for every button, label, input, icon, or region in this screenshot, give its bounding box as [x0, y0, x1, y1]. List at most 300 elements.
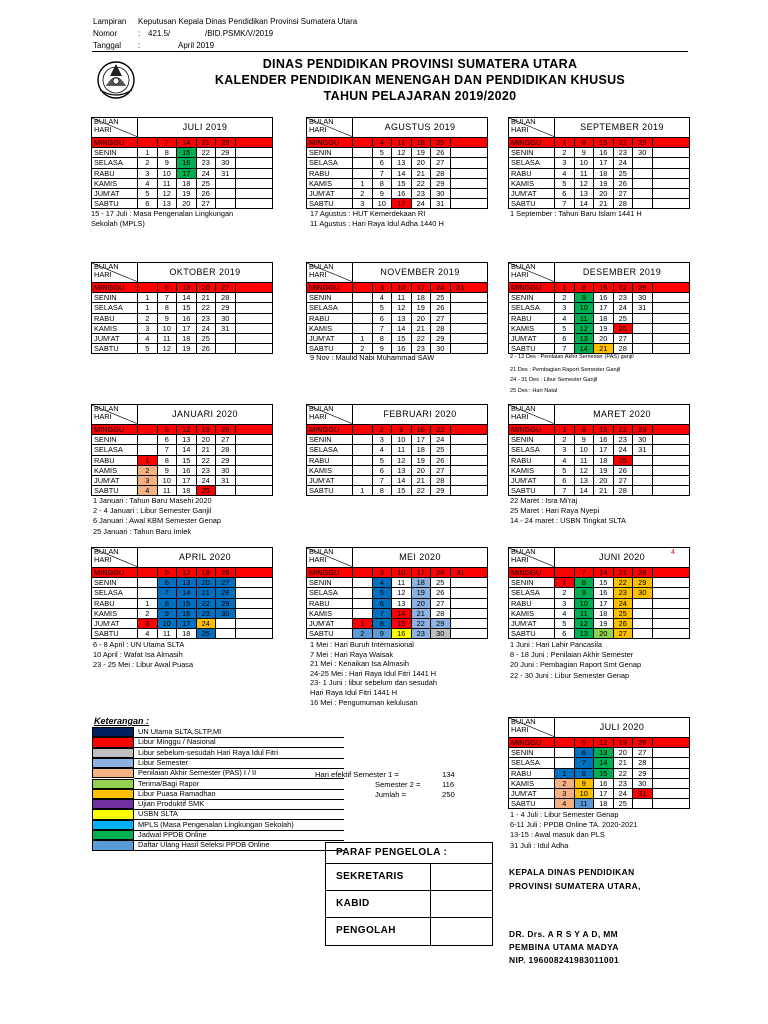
weekday-label: SELASA — [92, 303, 138, 312]
date-cell: 20 — [594, 476, 614, 485]
date-cell: 13 — [575, 476, 595, 485]
weekday-label: MINGGU — [509, 568, 555, 577]
date-cell — [451, 199, 471, 208]
weekday-label: KAMIS — [509, 179, 555, 188]
date-cell: 29 — [431, 334, 451, 343]
date-cell: 12 — [177, 425, 197, 434]
weekday-label: SABTU — [307, 629, 353, 638]
date-cell — [236, 324, 256, 333]
weekday-row — [508, 148, 690, 158]
date-cell — [138, 283, 158, 292]
date-cell: 30 — [216, 609, 236, 618]
date-cell: 18 — [412, 578, 432, 587]
paraf-sign-box — [431, 864, 492, 890]
date-cell: 5 — [555, 179, 575, 188]
date-cell: 21 — [594, 344, 614, 353]
date-cell: 4 — [373, 138, 393, 147]
corner-bulan-label: BULAN — [511, 404, 536, 413]
weekday-row — [91, 344, 273, 354]
date-cell — [451, 324, 471, 333]
date-cell — [138, 578, 158, 587]
nomor-colon: : — [138, 29, 141, 38]
date-cell: 15 — [594, 578, 614, 587]
date-cell: 15 — [392, 486, 412, 495]
date-cell: 23 — [431, 425, 451, 434]
date-cell: 13 — [177, 578, 197, 587]
date-cell — [353, 138, 373, 147]
corner-hari-label: HARI — [309, 555, 327, 564]
calendar-header — [306, 262, 488, 283]
weekday-label: SELASA — [509, 445, 555, 454]
date-cell: 22 — [614, 769, 634, 778]
date-cell: 17 — [594, 789, 614, 798]
tanggal-colon: : — [138, 41, 141, 50]
legend-underline — [134, 850, 344, 851]
paraf-sign-box — [431, 918, 492, 945]
date-cell: 16 — [594, 293, 614, 302]
date-cell — [216, 486, 236, 495]
paraf-role-label: SEKRETARIS — [326, 864, 431, 890]
weekday-row — [508, 476, 690, 486]
date-cell: 20 — [614, 748, 634, 757]
date-cell: 12 — [575, 619, 595, 628]
weekday-row — [306, 138, 488, 148]
date-cell: 22 — [197, 599, 217, 608]
date-cell — [653, 738, 673, 747]
date-cell: 20 — [412, 466, 432, 475]
date-cell: 28 — [614, 199, 634, 208]
note-jan2020: 1 Januari : Tahun Baru Masehi 2020 — [93, 496, 212, 505]
date-cell: 17 — [412, 435, 432, 444]
date-cell: 16 — [594, 779, 614, 788]
date-cell: 1 — [353, 619, 373, 628]
date-cell: 14 — [177, 445, 197, 454]
weekday-label: SELASA — [307, 588, 353, 597]
date-cell: 21 — [412, 476, 432, 485]
date-cell — [138, 435, 158, 444]
weekday-label: SABTU — [92, 199, 138, 208]
date-cell: 30 — [633, 148, 653, 157]
weekday-label: KAMIS — [509, 609, 555, 618]
calendar-oct2019 — [91, 262, 273, 354]
date-cell: 12 — [575, 466, 595, 475]
weekday-row — [306, 169, 488, 179]
date-cell: 11 — [575, 314, 595, 323]
date-cell: 3 — [555, 789, 575, 798]
date-cell — [138, 445, 158, 454]
date-cell: 11 — [158, 179, 178, 188]
date-cell: 22 — [614, 578, 634, 587]
date-cell — [653, 293, 673, 302]
bulan-hari-corner — [307, 118, 353, 137]
date-cell — [353, 293, 373, 302]
weekday-label: KAMIS — [92, 466, 138, 475]
date-cell: 3 — [138, 476, 158, 485]
date-cell: 2 — [555, 588, 575, 597]
date-cell: 19 — [412, 303, 432, 312]
date-cell: 19 — [594, 466, 614, 475]
date-cell: 13 — [392, 314, 412, 323]
date-cell — [633, 314, 653, 323]
date-cell: 22 — [197, 456, 217, 465]
paraf-row — [326, 918, 492, 945]
month-title: NOVEMBER 2019 — [380, 267, 460, 277]
note-dec2019: 24 - 31 Des : Libur Semester Ganjil — [510, 377, 598, 384]
date-cell: 19 — [594, 324, 614, 333]
date-cell: 2 — [555, 148, 575, 157]
weekday-label: JUM'AT — [509, 334, 555, 343]
signature-rank: PEMBINA UTAMA MADYA — [509, 942, 619, 952]
date-cell — [138, 588, 158, 597]
date-cell: 2 — [373, 425, 393, 434]
date-cell: 6 — [555, 334, 575, 343]
date-cell — [653, 303, 673, 312]
date-cell: 27 — [431, 314, 451, 323]
date-cell — [236, 568, 256, 577]
date-cell: 21 — [594, 486, 614, 495]
date-cell: 15 — [392, 179, 412, 188]
date-cell: 14 — [392, 324, 412, 333]
date-cell: 8 — [373, 486, 393, 495]
date-cell: 19 — [177, 344, 197, 353]
date-cell: 31 — [633, 789, 653, 798]
date-cell — [216, 629, 236, 638]
june-marker: 4 — [671, 549, 675, 556]
weekday-label: SABTU — [92, 629, 138, 638]
date-cell: 28 — [633, 568, 653, 577]
corner-bulan-label: BULAN — [511, 262, 536, 271]
date-cell — [633, 466, 653, 475]
date-cell — [353, 435, 373, 444]
weekday-label: MINGGU — [307, 138, 353, 147]
date-cell — [451, 314, 471, 323]
date-cell: 9 — [575, 435, 595, 444]
date-cell: 7 — [555, 486, 575, 495]
date-cell: 12 — [392, 303, 412, 312]
date-cell: 22 — [412, 179, 432, 188]
date-cell: 22 — [614, 138, 634, 147]
weekday-row — [306, 179, 488, 189]
weekday-label: SABTU — [307, 486, 353, 495]
date-cell: 13 — [392, 158, 412, 167]
date-cell: 30 — [431, 344, 451, 353]
weekday-row — [91, 609, 273, 619]
legend-item — [92, 809, 452, 819]
note-jun2020: 8 - 18 Juni : Penilaian Akhir Semester — [510, 650, 634, 660]
corner-diagonal — [307, 405, 353, 424]
legend-swatch — [92, 789, 134, 799]
date-cell: 22 — [614, 425, 634, 434]
date-cell: 14 — [177, 293, 197, 302]
date-cell: 30 — [216, 158, 236, 167]
calendar-dec2019 — [508, 262, 690, 354]
date-cell — [653, 148, 673, 157]
month-title: JUNI 2020 — [598, 552, 646, 562]
date-cell: 30 — [431, 629, 451, 638]
corner-diagonal — [509, 405, 555, 424]
weekday-label: RABU — [92, 599, 138, 608]
paraf-sign-box — [431, 891, 492, 917]
date-cell: 1 — [555, 578, 575, 587]
date-cell — [653, 199, 673, 208]
weekday-label: MINGGU — [92, 283, 138, 292]
weekday-row — [306, 314, 488, 324]
date-cell: 2 — [138, 466, 158, 475]
weekday-row — [508, 748, 690, 758]
date-cell: 27 — [614, 334, 634, 343]
calendar-apr2020 — [91, 547, 273, 639]
date-cell: 17 — [594, 303, 614, 312]
date-cell — [353, 599, 373, 608]
date-cell: 2 — [138, 158, 158, 167]
weekday-row — [508, 568, 690, 578]
date-cell: 27 — [614, 629, 634, 638]
weekday-row — [91, 445, 273, 455]
weekday-row — [508, 588, 690, 598]
date-cell: 6 — [575, 748, 595, 757]
weekday-label: JUM'AT — [92, 334, 138, 343]
date-cell — [138, 425, 158, 434]
date-cell: 21 — [412, 609, 432, 618]
date-cell: 15 — [177, 599, 197, 608]
date-cell — [236, 199, 256, 208]
weekday-row — [508, 456, 690, 466]
weekday-row — [508, 599, 690, 609]
legend-item — [92, 830, 452, 840]
date-cell: 25 — [431, 578, 451, 587]
calendar-header — [508, 117, 690, 138]
note-mar2020: 22 Maret : Isra Mi'raj — [510, 496, 578, 505]
date-cell: 26 — [197, 189, 217, 198]
legend-item — [92, 799, 452, 809]
weekday-label: SENIN — [307, 435, 353, 444]
weekday-label: JUM'AT — [307, 189, 353, 198]
date-cell: 24 — [431, 435, 451, 444]
date-cell: 25 — [431, 138, 451, 147]
weekday-row — [508, 578, 690, 588]
date-cell: 1 — [555, 138, 575, 147]
legend-swatch — [92, 727, 134, 737]
date-cell: 17 — [412, 568, 432, 577]
date-cell: 6 — [138, 199, 158, 208]
date-cell — [236, 303, 256, 312]
date-cell: 2 — [353, 189, 373, 198]
date-cell: 7 — [575, 568, 595, 577]
weekday-row — [508, 789, 690, 799]
date-cell — [633, 619, 653, 628]
date-cell: 18 — [594, 609, 614, 618]
date-cell: 29 — [216, 456, 236, 465]
date-cell: 11 — [158, 629, 178, 638]
corner-diagonal — [92, 548, 138, 567]
calendar-header — [91, 404, 273, 425]
date-cell: 29 — [633, 425, 653, 434]
date-cell: 28 — [614, 486, 634, 495]
date-cell: 15 — [594, 283, 614, 292]
date-cell — [216, 344, 236, 353]
date-cell: 28 — [216, 588, 236, 597]
weekday-label: MINGGU — [509, 738, 555, 747]
weekday-label: MINGGU — [92, 425, 138, 434]
date-cell: 11 — [392, 445, 412, 454]
date-cell: 8 — [158, 148, 178, 157]
corner-bulan-label: BULAN — [94, 117, 119, 126]
date-cell: 26 — [633, 738, 653, 747]
date-cell: 1 — [138, 456, 158, 465]
legend-title: Keterangan : — [94, 716, 150, 726]
date-cell: 26 — [431, 148, 451, 157]
date-cell — [653, 599, 673, 608]
date-cell: 14 — [177, 138, 197, 147]
note-jul2020: 31 Juli : Idul Adha — [510, 840, 569, 850]
date-cell: 4 — [373, 578, 393, 587]
legend-item — [92, 748, 452, 758]
weekday-row — [91, 189, 273, 199]
date-cell: 22 — [614, 283, 634, 292]
bulan-hari-corner — [92, 405, 138, 424]
date-cell: 8 — [373, 179, 393, 188]
date-cell: 22 — [412, 334, 432, 343]
date-cell: 20 — [412, 599, 432, 608]
date-cell: 26 — [216, 568, 236, 577]
corner-bulan-label: BULAN — [309, 262, 334, 271]
date-cell — [216, 189, 236, 198]
date-cell — [353, 588, 373, 597]
date-cell — [451, 179, 471, 188]
calendar-header — [508, 717, 690, 738]
calendar-mar2020 — [508, 404, 690, 496]
date-cell: 10 — [158, 619, 178, 628]
weekday-label: JUM'AT — [92, 476, 138, 485]
date-cell: 16 — [412, 425, 432, 434]
weekday-row — [91, 456, 273, 466]
weekday-row — [91, 619, 273, 629]
weekday-label: SENIN — [307, 293, 353, 302]
date-cell: 13 — [575, 189, 595, 198]
weekday-label: KAMIS — [307, 609, 353, 618]
weekday-row — [508, 435, 690, 445]
date-cell: 4 — [555, 799, 575, 808]
weekday-label: RABU — [307, 456, 353, 465]
date-cell: 26 — [431, 588, 451, 597]
date-cell — [653, 609, 673, 618]
date-cell: 20 — [197, 435, 217, 444]
corner-diagonal — [307, 548, 353, 567]
date-cell: 9 — [373, 629, 393, 638]
date-cell — [353, 425, 373, 434]
tanggal-value: April 2019 — [178, 41, 215, 50]
date-cell — [138, 568, 158, 577]
date-cell — [451, 619, 471, 628]
date-cell: 4 — [555, 169, 575, 178]
date-cell: 9 — [392, 425, 412, 434]
date-cell — [353, 314, 373, 323]
date-cell: 15 — [392, 334, 412, 343]
date-cell: 18 — [594, 169, 614, 178]
date-cell — [236, 445, 256, 454]
date-cell: 6 — [373, 466, 393, 475]
date-cell: 31 — [216, 324, 236, 333]
date-cell: 5 — [555, 324, 575, 333]
calendar-header — [508, 547, 690, 568]
date-cell: 31 — [456, 568, 465, 577]
date-cell — [236, 578, 256, 587]
date-cell: 8 — [575, 769, 595, 778]
date-cell: 25 — [197, 334, 217, 343]
weekday-label: SENIN — [509, 435, 555, 444]
date-cell — [555, 568, 575, 577]
date-cell: 27 — [431, 599, 451, 608]
legend-swatch — [92, 748, 134, 758]
date-cell — [236, 456, 256, 465]
date-cell — [555, 738, 575, 747]
date-cell — [236, 425, 256, 434]
date-cell: 25 — [197, 629, 217, 638]
date-cell: 28 — [431, 324, 451, 333]
date-cell: 1 — [555, 283, 575, 292]
date-cell — [653, 486, 673, 495]
date-cell: 24 — [197, 169, 217, 178]
date-cell: 24 — [431, 568, 451, 577]
legend-label: UN Utama SLTA,SLTP,MI — [138, 727, 222, 736]
date-cell: 23 — [412, 344, 432, 353]
date-cell: 4 — [373, 293, 393, 302]
weekday-label: JUM'AT — [92, 619, 138, 628]
weekday-row — [306, 189, 488, 199]
note-may2020: 1 Mei : Hari Buruh Internasional — [310, 640, 414, 649]
weekday-label: SELASA — [92, 445, 138, 454]
date-cell — [236, 476, 256, 485]
calendar-jul2019 — [91, 117, 273, 209]
date-cell — [653, 445, 673, 454]
weekday-row — [508, 189, 690, 199]
weekday-row — [91, 324, 273, 334]
date-cell — [216, 199, 236, 208]
date-cell — [633, 334, 653, 343]
date-cell: 16 — [177, 314, 197, 323]
date-cell: 7 — [373, 609, 393, 618]
date-cell — [633, 799, 653, 808]
weekday-label: SENIN — [92, 293, 138, 302]
weekday-label: RABU — [509, 769, 555, 778]
date-cell: 17 — [177, 619, 197, 628]
date-cell — [451, 425, 471, 434]
weekday-label: RABU — [307, 169, 353, 178]
date-cell: 8 — [575, 578, 595, 587]
calendar-jul2020 — [508, 717, 690, 809]
date-cell: 8 — [158, 599, 178, 608]
weekday-row — [306, 303, 488, 313]
date-cell: 19 — [594, 619, 614, 628]
date-cell: 2 — [555, 435, 575, 444]
weekday-row — [91, 466, 273, 476]
date-cell — [653, 314, 673, 323]
calendar-aug2019 — [306, 117, 488, 209]
weekday-row — [508, 303, 690, 313]
date-cell — [653, 283, 673, 292]
date-cell: 16 — [177, 158, 197, 167]
weekday-label: SABTU — [307, 344, 353, 353]
date-cell: 17 — [177, 324, 197, 333]
date-cell — [451, 599, 471, 608]
calendar-jan2020 — [91, 404, 273, 496]
date-cell: 28 — [431, 476, 451, 485]
bulan-hari-corner — [509, 548, 555, 567]
date-cell: 9 — [158, 314, 178, 323]
date-cell: 18 — [412, 293, 432, 302]
weekday-row — [508, 169, 690, 179]
date-cell: 10 — [575, 158, 595, 167]
